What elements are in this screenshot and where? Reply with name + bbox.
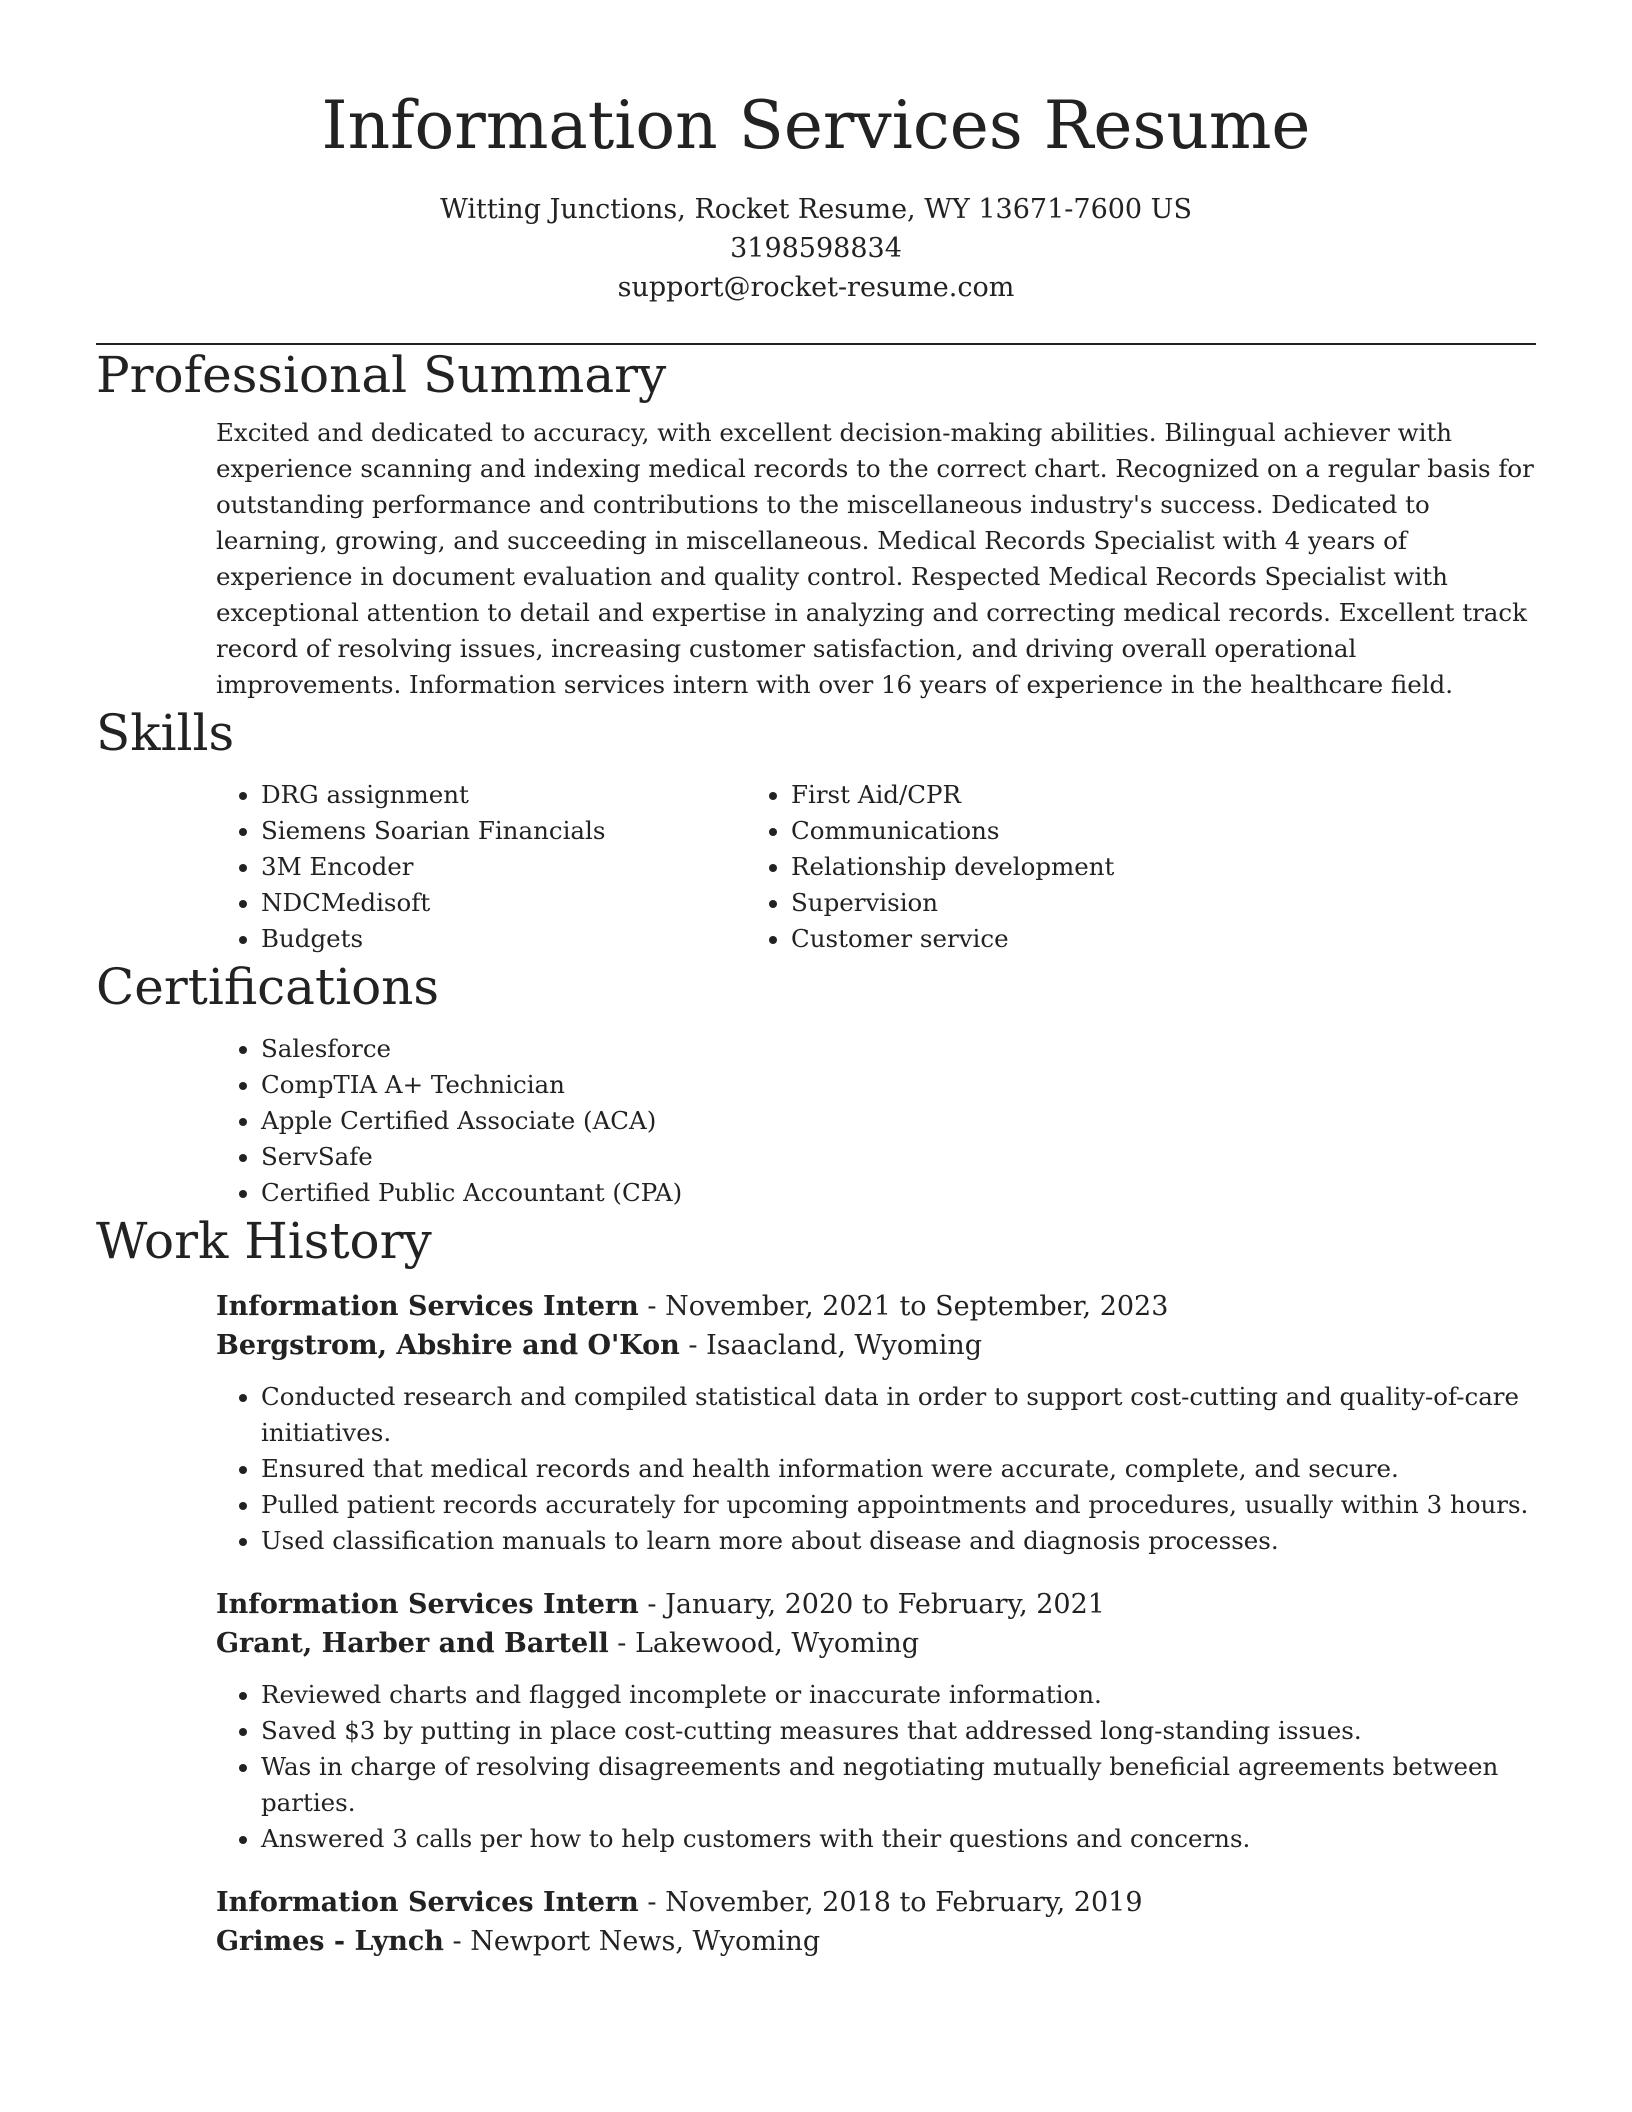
job-entry: [216, 1287, 1536, 1559]
skills-column-right: [746, 777, 1396, 957]
skill-item: • Supervision: [791, 885, 1396, 921]
skill-item: • DRG assignment: [261, 777, 746, 813]
job-responsibilities: [216, 1379, 1536, 1559]
certification-item: • Certified Public Accountant (CPA): [261, 1175, 1536, 1211]
job-entry: [216, 1883, 1536, 1961]
separator: -: [679, 1330, 707, 1361]
separator: -: [638, 1589, 666, 1620]
job-company-line: [216, 1922, 1536, 1961]
skill-item: • Customer service: [791, 921, 1396, 957]
job-company: Bergstrom, Abshire and O'Kon: [216, 1330, 680, 1361]
job-entry: [216, 1585, 1536, 1857]
skill-item: • NDCMedisoft: [261, 885, 746, 921]
contact-address: Witting Junctions, Rocket Resume, WY 13671-7600 US: [440, 194, 1192, 225]
job-bullet: • Conducted research and compiled statistical data in order to support cost-cutting and quality-of-care initiatives.: [261, 1379, 1536, 1451]
separator: -: [638, 1291, 666, 1322]
job-company-line: [216, 1326, 1536, 1365]
certification-item: • CompTIA A+ Technician: [261, 1067, 1536, 1103]
contact-email: support@rocket-resume.com: [617, 272, 1015, 303]
job-bullet: • Answered 3 calls per how to help customers with their questions and concerns.: [261, 1821, 1536, 1857]
job-bullet: • Used classification manuals to learn more about disease and diagnosis processes.: [261, 1523, 1536, 1559]
skill-item: • Communications: [791, 813, 1396, 849]
job-location: Newport News, Wyoming: [470, 1926, 821, 1957]
job-bullet: • Was in charge of resolving disagreements and negotiating mutually beneficial agreements between parties.: [261, 1749, 1536, 1821]
job-company: Grant, Harber and Bartell: [216, 1628, 609, 1659]
contact-block: [96, 190, 1536, 307]
certifications-list: [96, 1031, 1536, 1211]
skill-item: • Relationship development: [791, 849, 1396, 885]
job-role: Information Services Intern: [216, 1887, 639, 1918]
job-dates: November, 2021 to September, 2023: [665, 1291, 1169, 1322]
job-title-line: [216, 1585, 1536, 1624]
job-location: Lakewood, Wyoming: [635, 1628, 920, 1659]
skills-heading: Skills: [96, 704, 235, 762]
certification-item: • Salesforce: [261, 1031, 1536, 1067]
job-bullet: • Ensured that medical records and health information were accurate, complete, and secure.: [261, 1451, 1536, 1487]
contact-phone: 3198598834: [730, 233, 902, 264]
resume-title: Information Services Resume: [321, 87, 1311, 164]
separator: -: [443, 1926, 471, 1957]
skill-item: • First Aid/CPR: [791, 777, 1396, 813]
resume-header: [96, 0, 1536, 307]
summary-text: Excited and dedicated to accuracy, with excellent decision-making abilities. Bilingual achiever with experience scanning and indexing medical records to the correct chart. Recognized on a regular basis for outstanding performance and contributions to the miscellaneous industry's success. Dedicated to learning, growing, and succeeding in miscellaneous. Medical Records Specialist with 4 years of experience in document evaluation and quality control. Respected Medical Records Specialist with exceptional attention to detail and expertise in analyzing and correcting medical records. Excellent track record of resolving issues, increasing customer satisfaction, and driving overall operational improvements. Information services intern with over 16 years of experience in the healthcare field.: [216, 418, 1534, 699]
certification-item: • ServSafe: [261, 1139, 1536, 1175]
separator: -: [638, 1887, 666, 1918]
job-company-line: [216, 1624, 1536, 1663]
summary-heading: Professional Summary: [96, 346, 667, 404]
work-history-heading: Work History: [96, 1212, 432, 1270]
skill-item: • Budgets: [261, 921, 746, 957]
job-company: Grimes - Lynch: [216, 1926, 444, 1957]
job-title-line: [216, 1883, 1536, 1922]
skills-list: [96, 777, 1536, 957]
job-bullet: • Reviewed charts and flagged incomplete or inaccurate information.: [261, 1677, 1536, 1713]
job-dates: January, 2020 to February, 2021: [665, 1589, 1105, 1620]
job-role: Information Services Intern: [216, 1589, 639, 1620]
job-dates: November, 2018 to February, 2019: [665, 1887, 1143, 1918]
job-bullet: • Saved $3 by putting in place cost-cutting measures that addressed long-standing issues.: [261, 1713, 1536, 1749]
job-role: Information Services Intern: [216, 1291, 639, 1322]
skills-column-left: [96, 777, 746, 957]
skill-item: • 3M Encoder: [261, 849, 746, 885]
job-responsibilities: [216, 1677, 1536, 1857]
separator: -: [608, 1628, 635, 1659]
job-title-line: [216, 1287, 1536, 1326]
job-location: Isaacland, Wyoming: [706, 1330, 983, 1361]
job-bullet: • Pulled patient records accurately for upcoming appointments and procedures, usually within 3 hours.: [261, 1487, 1536, 1523]
certification-item: • Apple Certified Associate (ACA): [261, 1103, 1536, 1139]
skill-item: • Siemens Soarian Financials: [261, 813, 746, 849]
certifications-heading: Certifications: [96, 958, 440, 1016]
resume-page: [96, 0, 1536, 1961]
